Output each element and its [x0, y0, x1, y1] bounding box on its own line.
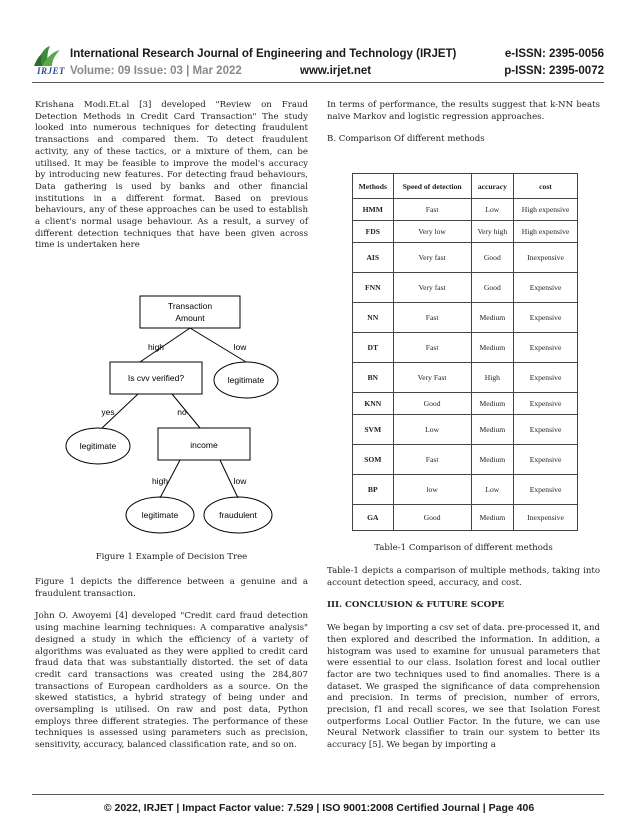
figure-caption: Figure 1 Example of Decision Tree — [95, 552, 248, 562]
table-row — [353, 221, 578, 243]
table-cell: Expensive — [514, 303, 578, 333]
subheading: B. Comparison Of different methods — [327, 134, 485, 145]
table-cell: Good — [471, 243, 513, 273]
method-cell: GA — [353, 505, 394, 531]
table-cell: Expensive — [514, 445, 578, 475]
tree-leaf-label: legitimate — [141, 510, 179, 520]
table-row — [353, 475, 578, 505]
table-cell: Medium — [471, 415, 513, 445]
irjet-logo-icon — [32, 44, 68, 68]
table-cell: Good — [393, 505, 471, 531]
p-issn: p-ISSN: 2395-0072 — [504, 65, 604, 77]
table-cell: Very Fast — [393, 363, 471, 393]
table-cell: Inexpensive — [514, 505, 578, 531]
table-row — [353, 393, 578, 415]
method-cell: SOM — [353, 445, 394, 475]
paragraph: Figure 1 depicts the difference between a genuine and a fraudulent transaction. — [35, 577, 308, 599]
table-header-row — [353, 174, 578, 199]
table-cell: High — [471, 363, 513, 393]
table-row — [353, 273, 578, 303]
table-row — [353, 199, 578, 221]
e-issn: e-ISSN: 2395-0056 — [504, 48, 604, 60]
logo-text: IRJET — [37, 66, 66, 76]
right-column — [327, 100, 600, 157]
table-caption: Table-1 Comparison of different methods — [374, 543, 553, 553]
tree-leaf-label: fraudulent — [219, 510, 257, 520]
decision-tree-figure — [60, 290, 290, 540]
table-header-cell: Speed of detection — [393, 174, 471, 199]
tree-edge-label: high — [147, 342, 165, 352]
footer-divider — [32, 794, 604, 795]
tree-root-label: Amount — [175, 313, 205, 323]
table-row — [353, 505, 578, 531]
header-divider — [32, 82, 604, 83]
table-cell: Low — [471, 199, 513, 221]
method-cell: FNN — [353, 273, 394, 303]
method-cell: AIS — [353, 243, 394, 273]
table-cell: Good — [471, 273, 513, 303]
tree-leaf-label: legitimate — [227, 375, 265, 385]
volume-info: Volume: 09 Issue: 03 | Mar 2022 — [70, 65, 242, 77]
journal-title: International Research Journal of Engineering and Technology (IRJET) — [70, 48, 457, 60]
table-row — [353, 445, 578, 475]
method-cell: SVM — [353, 415, 394, 445]
journal-website[interactable]: www.irjet.net — [300, 65, 372, 77]
method-cell: NN — [353, 303, 394, 333]
table-cell: Fast — [393, 303, 471, 333]
table-cell: Low — [393, 415, 471, 445]
table-cell: Inexpensive — [514, 243, 578, 273]
tree-leaf-label: legitimate — [79, 441, 117, 451]
table-cell: Low — [471, 475, 513, 505]
table-cell: Fast — [393, 199, 471, 221]
tree-edge-label: yes — [101, 407, 115, 417]
tree-edge-label: high — [151, 476, 169, 486]
tree-edge-label: low — [233, 476, 247, 486]
page-header — [0, 0, 638, 80]
paragraph: We began by importing a csv set of data. pre-processed it, and then explored and described the information. In addition, a histogram was used to examine for unusual parameters that were essential to our class. Isolation forest and local outlier factor are two techniques used to find anomalies. There is a dataset. We grasped the significance of data comprehension and precision. In terms of precision, number of errors, precision, f1 and recall scores, we see that Isolation Forest outperforms Local Outlier Factor. In the future, we can use Neural Network classifier to train our system to better its accuracy [5]. We began by importing a — [327, 623, 600, 751]
section-title: III. CONCLUSION & FUTURE SCOPE — [327, 600, 505, 611]
left-column-lower — [35, 577, 308, 763]
table-cell: Expensive — [514, 415, 578, 445]
table-cell: Very low — [393, 221, 471, 243]
table-cell: Fast — [393, 333, 471, 363]
table-cell: Medium — [471, 303, 513, 333]
comparison-table — [352, 173, 578, 531]
table-cell: Medium — [471, 445, 513, 475]
paragraph: In terms of performance, the results suggest that k-NN beats naive Markov and logistic regression approaches. — [327, 100, 600, 122]
table-cell: Expensive — [514, 475, 578, 505]
table-cell: Expensive — [514, 393, 578, 415]
tree-node-label: income — [190, 440, 218, 450]
table-cell: low — [393, 475, 471, 505]
table-cell: Medium — [471, 393, 513, 415]
table-cell: Medium — [471, 333, 513, 363]
table-cell: High expensive — [514, 221, 578, 243]
table-cell: Good — [393, 393, 471, 415]
method-cell: KNN — [353, 393, 394, 415]
table-row — [353, 363, 578, 393]
page-footer: © 2022, IRJET | Impact Factor value: 7.529 | ISO 9001:2008 Certified Journal | Page 406 — [103, 802, 535, 814]
table-header-cell: cost — [514, 174, 578, 199]
table-cell: Very fast — [393, 243, 471, 273]
method-cell: FDS — [353, 221, 394, 243]
paragraph: Table-1 depicts a comparison of multiple methods, taking into account detection speed, accuracy, and cost. — [327, 566, 600, 588]
method-cell: BP — [353, 475, 394, 505]
table-row — [353, 243, 578, 273]
table-cell: Very fast — [393, 273, 471, 303]
table-cell: Expensive — [514, 333, 578, 363]
table-cell: Very high — [471, 221, 513, 243]
paragraph: Krishana Modi.Et.al [3] developed "Review on Fraud Detection Methods in Credit Card Transaction" The study looked into numerous techniques for detecting fraudulent transactions and compared them. To detect fraudulent activity, any of these tactics, or a mixture of them, can be utilised. It may be feasible to improve the model's accuracy by introducing new features. For detecting fraud behaviours, Data gathering is used by banks and other financial institutions in a different format. Based on previous behaviours, any of these approaches can be used to establish a client's normal usage behaviour. As a result, a survey of different detection techniques that have been given across time is undertaken here — [35, 100, 308, 251]
table-header-cell: accuracy — [471, 174, 513, 199]
tree-edge-label: no — [177, 407, 187, 417]
method-cell: HMM — [353, 199, 394, 221]
method-cell: BN — [353, 363, 394, 393]
table-cell: Expensive — [514, 273, 578, 303]
table-body — [353, 199, 578, 531]
table-cell: High expensive — [514, 199, 578, 221]
table-header-cell: Methods — [353, 174, 394, 199]
table-cell: Fast — [393, 445, 471, 475]
tree-edge-label: low — [233, 342, 247, 352]
tree-node-label: Is cvv verified? — [127, 373, 185, 383]
paragraph: John O. Awoyemi [4] developed "Credit card fraud detection using machine learning techniques: A comparative analysis" designed a study in which the efficiency of a variety of algorithms was evaluated as they were applied to credit card fraud data that was substantially distorted. the set of data credit card transactions was created using the 284,807 transactions of European cardholders as a source. On the skewed statistics, a hybrid strategy of being under and oversampling is utilised. On raw and post data, Python employs three different strategies. The performance of these techniques is assessed using parameters such as precision, sensitivity, accuracy, balanced classification rate, and so on. — [35, 611, 308, 751]
tree-root-label: Transaction — [167, 301, 213, 311]
right-column-lower — [327, 566, 600, 763]
table-row — [353, 303, 578, 333]
left-column — [35, 100, 308, 263]
table-row — [353, 415, 578, 445]
method-cell: DT — [353, 333, 394, 363]
table-row — [353, 333, 578, 363]
table-cell: Expensive — [514, 363, 578, 393]
table-cell: Medium — [471, 505, 513, 531]
